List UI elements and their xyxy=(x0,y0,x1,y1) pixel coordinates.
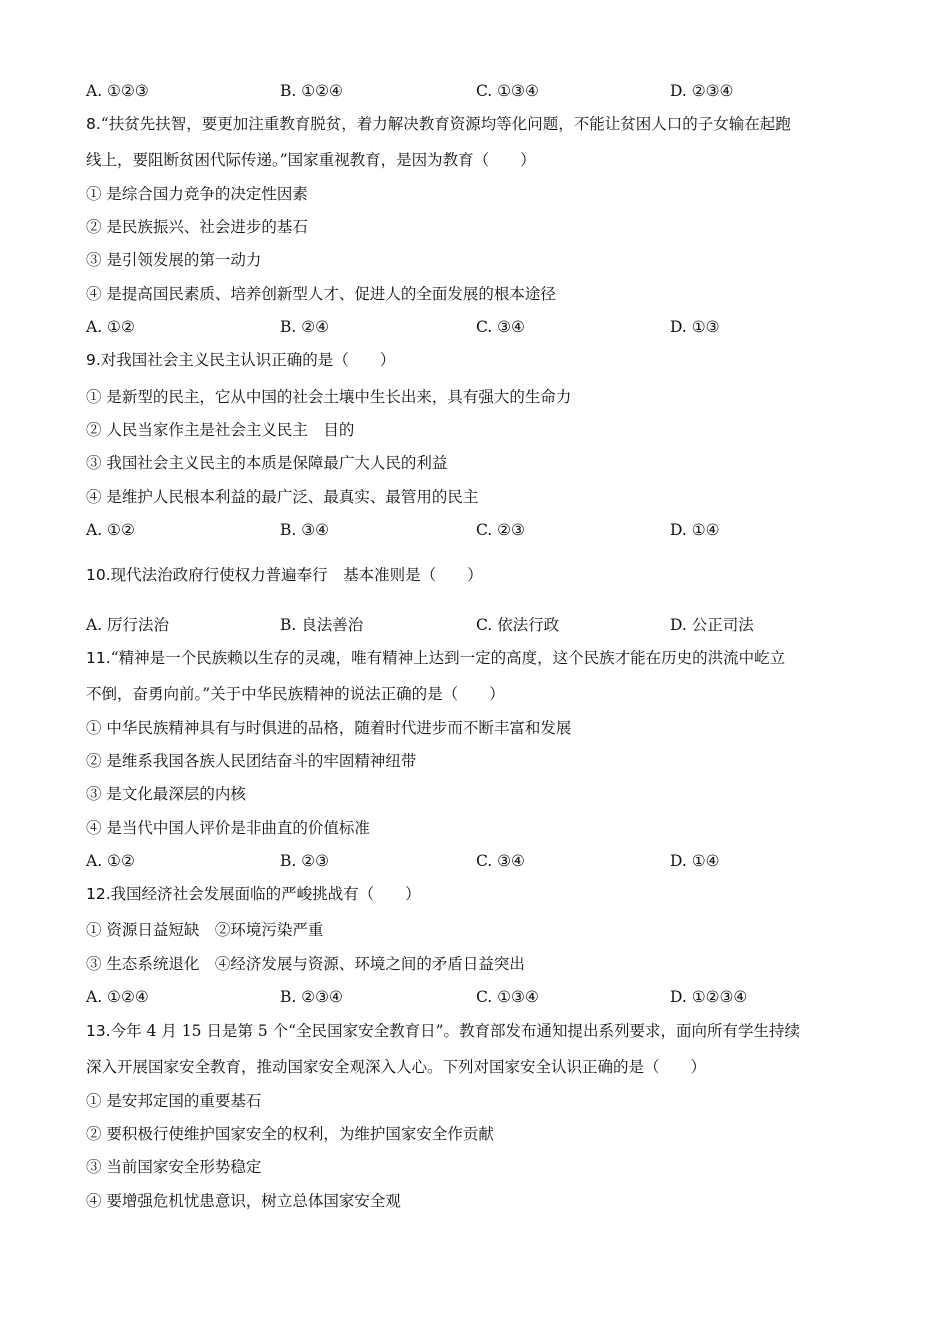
text-line xyxy=(86,453,447,473)
question-stem xyxy=(86,1021,800,1041)
text-line xyxy=(86,818,370,838)
option-a: A. ①②④ xyxy=(86,988,149,1006)
answer-options xyxy=(86,81,866,101)
line-text: ① 中华民族精神具有与时俱进的品格，随着时代进步而不断丰富和发展 xyxy=(86,719,572,737)
line-text: “精神是一个民族赖以生存的灵魂，唯有精神上达到一定的高度，这个民族才能在历史的洪流中屹立 xyxy=(110,649,786,667)
option-b: B. ②③ xyxy=(280,852,330,870)
question-number: 12. xyxy=(86,885,111,903)
text-line xyxy=(86,1157,261,1177)
line-text: ① 是新型的民主，它从中国的社会土壤中生长出来，具有强大的生命力 xyxy=(86,388,572,406)
line-text: 深入开展国家安全教育，推动国家安全观深入人心。下列对国家安全认识正确的是（ ） xyxy=(86,1058,707,1076)
option-a: A. ①② xyxy=(86,318,135,336)
text-line xyxy=(86,684,505,704)
answer-options xyxy=(86,615,866,635)
text-line xyxy=(86,150,536,170)
question-stem xyxy=(86,565,483,585)
option-d: D. ②③④ xyxy=(670,82,734,100)
text-line xyxy=(86,250,261,270)
text-line xyxy=(86,1091,261,1111)
option-b: B. 良法善治 xyxy=(280,616,364,634)
line-text: ② 要积极行使维护国家安全的权利，为维护国家安全作贡献 xyxy=(86,1125,494,1143)
line-text: ③ 是文化最深层的内核 xyxy=(86,785,246,803)
answer-options xyxy=(86,317,866,337)
option-d: D. ①④ xyxy=(670,521,720,539)
line-text: 我国经济社会发展面临的严峻挑战有（ ） xyxy=(110,885,421,903)
option-a: A. ①②③ xyxy=(86,82,149,100)
line-text: 不倒，奋勇向前。”关于中华民族精神的说法正确的是（ ） xyxy=(86,685,505,703)
answer-options xyxy=(86,851,866,871)
line-text: ② 是民族振兴、社会进步的基石 xyxy=(86,218,308,236)
question-number: 13. xyxy=(86,1022,111,1040)
text-line xyxy=(86,784,246,804)
text-line xyxy=(86,718,571,738)
line-text: 对我国社会主义民主认识正确的是（ ） xyxy=(100,351,396,369)
line-text: ③ 是引领发展的第一动力 xyxy=(86,251,262,269)
question-stem xyxy=(86,884,421,904)
line-text: ④ 是提高国民素质、培养创新型人才、促进人的全面发展的根本途径 xyxy=(86,285,556,303)
option-d: D. ①④ xyxy=(670,852,720,870)
question-stem xyxy=(86,350,395,370)
line-text: ① 是安邦定国的重要基石 xyxy=(86,1092,262,1110)
line-text: ② 人民当家作主是社会主义民主 目的 xyxy=(86,421,355,439)
option-c: C. ③④ xyxy=(476,852,525,870)
answer-options xyxy=(86,520,866,540)
option-b: B. ①②④ xyxy=(280,82,343,100)
line-text: 现代法治政府行使权力普遍奉行 基本准则是（ ） xyxy=(110,566,483,584)
option-d: D. ①②③④ xyxy=(670,988,748,1006)
text-line xyxy=(86,387,571,407)
option-c: C. ②③ xyxy=(476,521,525,539)
text-line xyxy=(86,284,556,304)
line-text: 线上，要阻断贫困代际传递。”国家重视教育，是因为教育（ ） xyxy=(86,151,536,169)
text-line xyxy=(86,487,478,507)
option-a: A. ①② xyxy=(86,521,135,539)
text-line xyxy=(86,184,308,204)
line-text: “扶贫先扶智，要更加注重教育脱贫，着力解决教育资源均等化问题，不能让贫困人口的子女输在起跑 xyxy=(100,115,791,133)
text-line xyxy=(86,751,416,771)
line-text: 今年 4 月 15 日是第 5 个“全民国家安全教育日”。教育部发布通知提出系列要求，面向所有学生持续 xyxy=(110,1022,801,1040)
text-line xyxy=(86,920,323,940)
text-line xyxy=(86,1191,401,1211)
option-a: A. 厉行法治 xyxy=(86,616,170,634)
option-c: C. ③④ xyxy=(476,318,525,336)
question-stem xyxy=(86,648,785,668)
text-line xyxy=(86,954,525,974)
option-d: D. 公正司法 xyxy=(670,616,754,634)
line-text: ② 是维系我国各族人民团结奋斗的牢固精神纽带 xyxy=(86,752,417,770)
line-text: ③ 生态系统退化 ④经济发展与资源、环境之间的矛盾日益突出 xyxy=(86,955,525,973)
text-line xyxy=(86,217,308,237)
line-text: ③ 当前国家安全形势稳定 xyxy=(86,1158,262,1176)
line-text: ③ 我国社会主义民主的本质是保障最广大人民的利益 xyxy=(86,454,448,472)
question-stem xyxy=(86,114,791,134)
option-c: C. ①③④ xyxy=(476,988,539,1006)
line-text: ④ 是维护人民根本利益的最广泛、最真实、最管用的民主 xyxy=(86,488,479,506)
line-text: ① 资源日益短缺 ②环境污染严重 xyxy=(86,921,324,939)
option-a: A. ①② xyxy=(86,852,135,870)
line-text: ④ 要增强危机忧患意识，树立总体国家安全观 xyxy=(86,1192,401,1210)
option-b: B. ②④ xyxy=(280,318,330,336)
answer-options xyxy=(86,987,866,1007)
question-number: 8. xyxy=(86,115,101,133)
option-b: B. ③④ xyxy=(280,521,330,539)
question-number: 9. xyxy=(86,351,101,369)
option-d: D. ①③ xyxy=(670,318,720,336)
question-number: 11. xyxy=(86,649,111,667)
line-text: ④ 是当代中国人评价是非曲直的价值标准 xyxy=(86,819,370,837)
line-text: ① 是综合国力竞争的决定性因素 xyxy=(86,185,308,203)
text-line xyxy=(86,1124,494,1144)
text-line xyxy=(86,1057,706,1077)
option-b: B. ②③④ xyxy=(280,988,343,1006)
question-number: 10. xyxy=(86,566,111,584)
option-c: C. 依法行政 xyxy=(476,616,560,634)
option-c: C. ①③④ xyxy=(476,82,539,100)
text-line xyxy=(86,420,354,440)
